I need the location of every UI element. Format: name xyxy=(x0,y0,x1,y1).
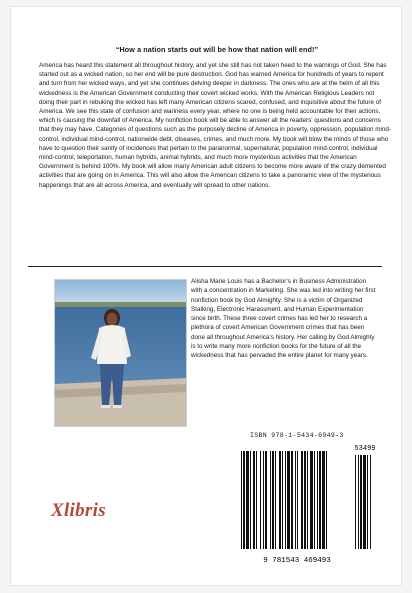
barcode-bar xyxy=(314,451,315,549)
price-code: 53499 xyxy=(354,445,376,453)
cover-quote: “How a nation starts out will be how that nation will end!” xyxy=(115,45,319,54)
author-bio: Alisha Marie Louis has a Bachelor’s in Business Administration with a concentration in Marketing. She was led into writing her first nonfiction book by God Almighty. She is a victim of Organized Stalking, Electronic Harassment, and Human Experimentation since birth. These three covert crimes has led her to research a plethora of covert American Government crimes that has been done all throughout America’s history. Her calling by God Almighty is to write many more nonfiction books for the future of all the wickedness that has pervaded the entire planet for many years. xyxy=(191,278,376,360)
barcode-bar xyxy=(304,451,306,549)
barcode-bar xyxy=(241,451,242,549)
barcode-bar xyxy=(310,451,313,549)
price-barcode-bar xyxy=(360,455,362,549)
barcode-bar xyxy=(270,451,271,549)
publisher-logo: Xlibris xyxy=(51,500,106,521)
barcode-bar xyxy=(282,451,283,549)
barcode-bar xyxy=(246,451,249,549)
barcode-bar xyxy=(307,451,308,549)
top-divider xyxy=(28,266,382,267)
barcode-bar xyxy=(279,451,281,549)
barcode-bar xyxy=(250,451,251,549)
barcode-bar xyxy=(317,451,318,549)
isbn-barcode xyxy=(233,441,383,565)
price-barcode-bar xyxy=(367,455,368,549)
isbn-label: ISBN 978-1-5434-6949-3 xyxy=(250,432,344,439)
book-blurb: America has heard this statement all throughout history, and yet she still has not taken heed to the warnings of God. She has started out as a wicked nation, so her end will be pure destruction. God has warned America for hundreds of years to repent and turn from her wicked ways, and yet she continues delving deeper in darkness. The ones who are at the helm of all this wickedness is the American Government conducting their covert wicked works. With the American Religious Leaders not doing their part in rebuking the wicked has left many American citizens scared, confused, and inquisitive about the future of America. We see this state of confusion and wariness every year, where no one is being held accountable for their actions, which is causing the downfall of America. My nonfiction book will be able to answer all the readers’ questions and concerns that they may have. Categories of questions such as the purposely decline of America in poverty, oppression, population mind-control, individual mind-control, nationwide debt, diseases, crimes, and much more. My book will blow the minds of those who have to question their sanity of incidences that pertain to the paranormal, supernatural, population mind-control, individual mind-control, teleportation, human hybrids, animal hybrids, and much more mysterious activities that the American Government is behind 100%. My book will allow many American adult citizens to become more aware of the crazy demented activities that are going on in America. This will also allow the American citizens to take a panoramic view of the mysterious happenings that are all across America, and eventually will spread to other nations. xyxy=(39,62,392,189)
barcode-bar xyxy=(253,451,255,549)
barcode-bar xyxy=(263,451,264,549)
barcode-bar xyxy=(260,451,261,549)
barcode-bar xyxy=(243,451,245,549)
barcode-bar xyxy=(322,451,325,549)
barcode-bar xyxy=(287,451,290,549)
barcode-bar xyxy=(256,451,257,549)
barcode-bar xyxy=(295,451,296,549)
author-photo xyxy=(54,279,187,427)
barcode-bar xyxy=(285,451,286,549)
barcode-bar xyxy=(275,451,276,549)
price-barcode-bar xyxy=(358,455,359,549)
price-barcode-bar xyxy=(370,455,371,549)
barcode-bar xyxy=(319,451,321,549)
barcode-bar xyxy=(291,451,293,549)
barcode-bar xyxy=(301,451,303,549)
price-barcode-bar xyxy=(363,455,366,549)
barcode-bar xyxy=(297,451,298,549)
barcode-bar xyxy=(326,451,327,549)
barcode-number: 9 781543 469493 xyxy=(263,557,331,565)
barcode-bar xyxy=(272,451,274,549)
price-barcode-bar xyxy=(355,455,356,549)
barcode-bar xyxy=(265,451,267,549)
